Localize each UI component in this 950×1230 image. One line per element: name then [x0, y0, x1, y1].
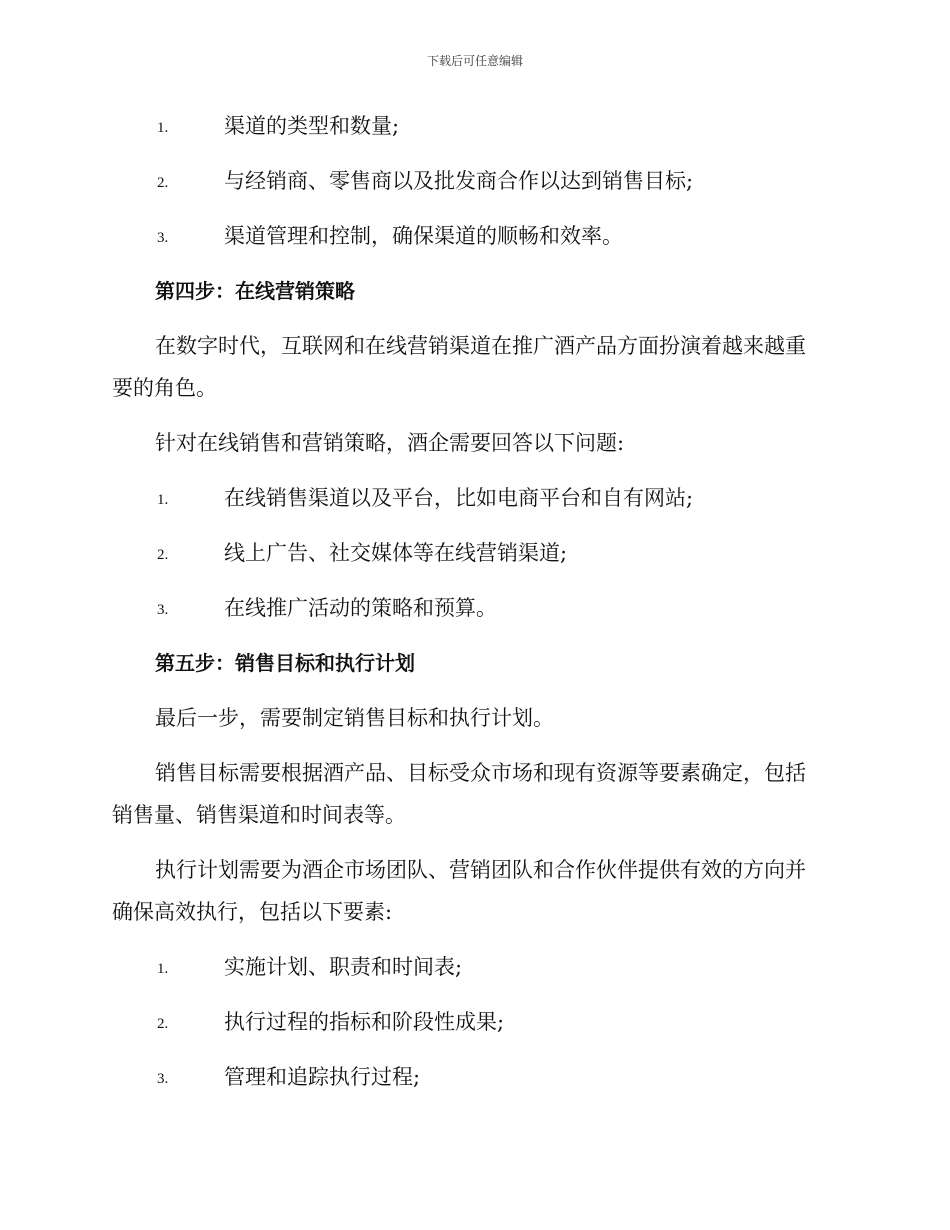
list-item-number: 2.	[157, 1016, 169, 1032]
list-item-text: 渠道的类型和数量;	[224, 114, 400, 138]
paragraph-line: 在数字时代，互联网和在线营销渠道在推广酒产品方面扮演着越来越重	[155, 334, 806, 358]
list-item-text: 在线销售渠道以及平台，比如电商平台和自有网站;	[224, 486, 694, 510]
list-item-number: 3.	[157, 230, 169, 246]
list-item-number: 1.	[157, 120, 169, 136]
list-item-text: 实施计划、职责和时间表;	[224, 955, 463, 979]
list-item-number: 1.	[157, 492, 169, 508]
paragraph-line: 销售目标需要根据酒产品、目标受众市场和现有资源等要素确定，包括	[155, 761, 806, 785]
list-item-number: 2.	[157, 175, 169, 191]
paragraph-line: 确保高效执行，包括以下要素:	[112, 900, 393, 924]
list-item-text: 管理和追踪执行过程;	[224, 1065, 421, 1089]
section-heading: 第四步：在线营销策略	[155, 279, 355, 303]
paragraph-line: 针对在线销售和营销策略，酒企需要回答以下问题:	[155, 431, 625, 455]
paragraph-line: 要的角色。	[112, 376, 217, 400]
list-item-text: 渠道管理和控制，确保渠道的顺畅和效率。	[224, 224, 623, 248]
list-item-number: 2.	[157, 547, 169, 563]
list-item-text: 线上广告、社交媒体等在线营销渠道;	[224, 541, 568, 565]
paragraph-line: 执行计划需要为酒企市场团队、营销团队和合作伙伴提供有效的方向并	[155, 858, 806, 882]
paragraph-line: 销售量、销售渠道和时间表等。	[112, 803, 406, 827]
list-item-text: 与经销商、零售商以及批发商合作以达到销售目标;	[224, 169, 694, 193]
list-item-text: 执行过程的指标和阶段性成果;	[224, 1010, 505, 1034]
list-item-text: 在线推广活动的策略和预算。	[224, 596, 497, 620]
list-item-number: 3.	[157, 1071, 169, 1087]
list-item-number: 3.	[157, 602, 169, 618]
paragraph-line: 最后一步，需要制定销售目标和执行计划。	[155, 706, 554, 730]
page-header: 下载后可任意编辑	[426, 54, 523, 68]
section-heading: 第五步：销售目标和执行计划	[155, 651, 415, 675]
list-item-number: 1.	[157, 961, 169, 977]
